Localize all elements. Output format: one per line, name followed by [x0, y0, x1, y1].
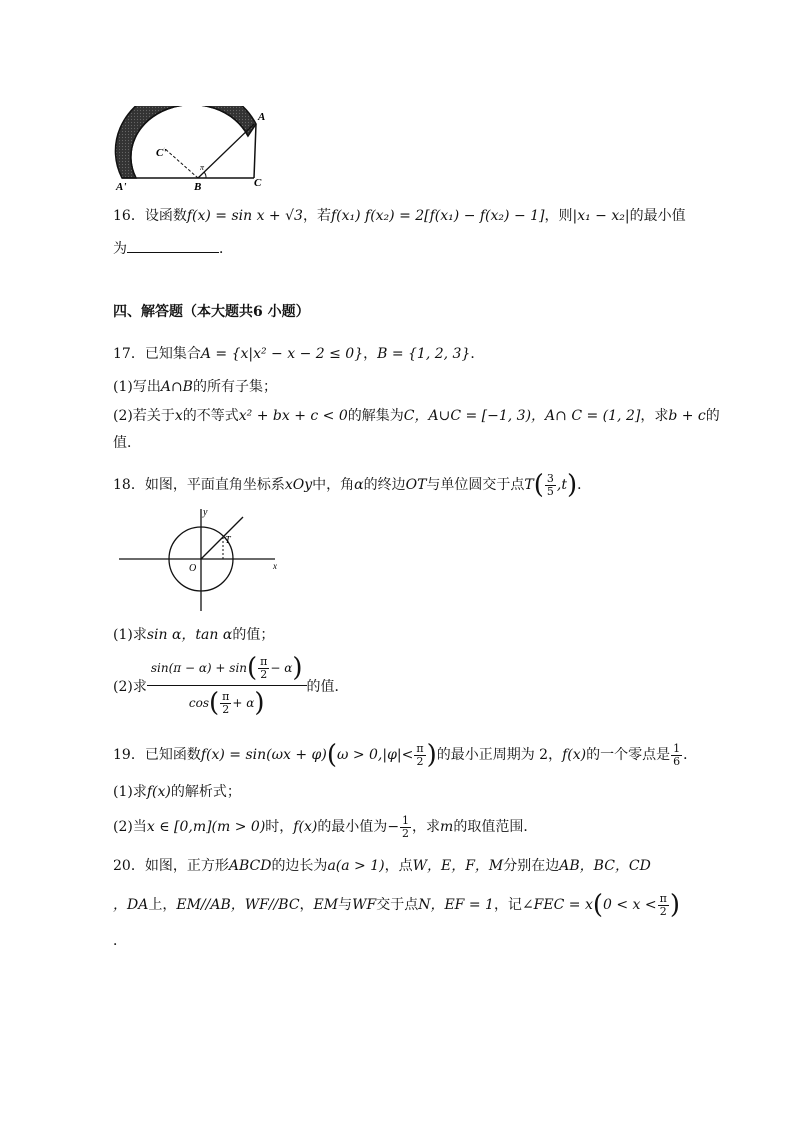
q19-function: f(x) [146, 784, 171, 800]
q18-text: 与单位圆交于点 [426, 477, 525, 493]
q18-var: xOy [284, 477, 313, 493]
axis-y-label: y [203, 507, 208, 518]
q20-angle: ∠FEC = x [521, 897, 593, 913]
q18-numerator: sin(π − α) + sin [150, 661, 248, 675]
q19-number: 19．已知函数 [113, 747, 201, 763]
q18-denominator-tail: + α [232, 696, 255, 710]
q18-part1 [113, 626, 274, 644]
q19-function: f(x) = sin(ωx + φ) [200, 747, 327, 763]
q20-line1 [113, 857, 651, 875]
q18-text: 中，角 [312, 477, 355, 493]
q19-text: − [387, 819, 400, 835]
q17-text: ． [470, 346, 485, 362]
q19-function: f(x) [562, 747, 587, 763]
q18-line1: 18．如图，平面直角坐标系xOy中，角α的终边OT与单位圆交于点T( $\frac{3}{5}$ ,t)． [113, 470, 592, 500]
q20-text: 交于点 [376, 897, 419, 913]
label-angle: π [200, 163, 205, 172]
q16-text: ，则 [544, 208, 573, 224]
q16-text: ，若 [302, 208, 331, 224]
origin-label: O [189, 563, 197, 574]
q19-domain: x ∈ [0,m](m > 0) [146, 819, 266, 835]
q19-part2: (2)当x ∈ [0,m](m > 0)时，f(x)的最小值为− $\frac{1}{2}$ ，求m的取值范围． [113, 813, 538, 840]
q17-union: ，A∪C = [−1, 3) [414, 408, 532, 424]
q18-text: 的值． [306, 678, 349, 695]
q16-line2: 为 ． [113, 238, 233, 258]
q18-var: α [354, 477, 364, 493]
q17-part2 [113, 407, 720, 425]
label-A-prime: A' [116, 181, 127, 192]
q20-var: ，CD [614, 858, 651, 874]
q20-var: EM [313, 897, 339, 913]
q20-text: 的边长为 [271, 858, 328, 874]
q17-expr: b + c [668, 408, 706, 424]
label-C: C [254, 177, 262, 189]
q19-condition: ω > 0,|φ|< [336, 747, 414, 763]
label-A: A [258, 111, 266, 123]
q18-var: T [524, 477, 534, 493]
q20-text: 上， [148, 897, 177, 913]
q17-number: 17．已知集合 [113, 346, 201, 362]
q17-setB: B = {1, 2, 3} [377, 346, 471, 362]
q18-denominator: cos [188, 696, 209, 710]
q17-var: x [174, 408, 183, 424]
q20-var: ，BC [579, 858, 615, 874]
q16-function: f(x) = sin x + √3 [186, 208, 303, 224]
q16-number: 16．设函数 [113, 208, 187, 224]
q20-text: ，记 [493, 897, 522, 913]
q17-ineq: x² + bx + c < 0 [238, 408, 348, 424]
label-B: B [194, 181, 202, 192]
answer-blank[interactable] [127, 238, 219, 253]
section-header: 四、解答题（本大题共6 小题） [113, 304, 310, 320]
q18-big-fraction: sin(π − α) + sin ( $\frac{\pi}{2}$ − α ) cos ( $\frac{\pi}{2}$ + α ) [147, 653, 307, 718]
q19-line1: 19．已知函数f(x) = sin(ωx + φ)(ω > 0,|φ|< $\frac{\pi}{2}$ )的最小正周期为 2，f(x)的一个零点是 $\frac{1}{6}$ ． [113, 740, 698, 770]
q19-text: ，求 [412, 819, 441, 835]
q17-text: 的解集为 [347, 408, 404, 424]
q18-text: (2)求 [113, 678, 147, 695]
q18-part2 [113, 653, 349, 718]
q20-points: W，E，F，M [412, 858, 504, 874]
q17-part2-cont: 值． [113, 435, 141, 451]
q17-text: (2)若关于 [113, 408, 175, 424]
q20-var: a(a > 1) [327, 858, 385, 874]
q19-text: ． [683, 747, 698, 763]
q19-text: 的最小正周期为 2， [436, 747, 563, 763]
q18-number: 18．如图，平面直角坐标系 [113, 477, 285, 493]
q18-text: 的值； [232, 627, 275, 643]
q19-text: 的一个零点是 [586, 747, 671, 763]
q20-line3: ． [113, 933, 127, 949]
ring-figure [112, 106, 272, 192]
q18-fraction: $\frac{3}{5}$ [546, 471, 554, 498]
label-C-prime: C' [156, 147, 167, 159]
q16-text: 为 [113, 241, 127, 257]
q20-range: 0 < x < [603, 897, 657, 913]
q18-numerator-tail: − α [270, 661, 293, 675]
q20-var: AB [559, 858, 580, 874]
q18-text: (1)求 [113, 627, 147, 643]
q17-text: 的所有子集； [192, 379, 277, 395]
q20-number: 20．如图，正方形 [113, 858, 229, 874]
q18-text: ． [577, 477, 592, 493]
q18-var: ,t [556, 477, 567, 493]
q17-setA: A = {x|x² − x − 2 ≤ 0} [200, 346, 364, 362]
q19-function: f(x) [293, 819, 318, 835]
q17-text: ，求 [640, 408, 669, 424]
q20-line2: ，DA上，EM//AB，WF//BC，EM与WF交于点N，EF = 1，记∠FEC = x(0 < x < $\frac{\pi}{2}$ ) [113, 890, 681, 920]
q19-text: 的取值范围． [453, 819, 538, 835]
q17-text: 的不等式 [182, 408, 239, 424]
q18-var: OT [405, 477, 427, 493]
q20-var: ，DA [113, 897, 149, 913]
q20-text: 与 [338, 897, 353, 913]
q17-text: 的 [705, 408, 720, 424]
q17-part1 [113, 378, 277, 396]
q20-text: 分别在边 [503, 858, 560, 874]
q20-var: WF [352, 897, 377, 913]
q19-text: (2)当 [113, 819, 147, 835]
axis-x-label: x [273, 561, 277, 571]
q20-var: N [418, 897, 431, 913]
q16-condition: f(x₁) f(x₂) = 2[f(x₁) − f(x₂) − 1] [330, 208, 545, 224]
q19-text: 时， [265, 819, 294, 835]
q16-abs: |x₁ − x₂| [572, 208, 630, 224]
q19-var: m [440, 819, 454, 835]
q20-text: ， [299, 897, 314, 913]
unit-circle-figure [117, 505, 282, 615]
q19-text: 的最小值为 [317, 819, 388, 835]
q20-expr: ，WF//BC [230, 897, 300, 913]
q17-line1 [113, 345, 484, 363]
q17-var: C [403, 408, 415, 424]
q19-text: 的解析式； [170, 784, 241, 800]
q17-text: (1)写出 [113, 379, 161, 395]
q17-expr: A∩B [160, 379, 193, 395]
q18-text: 的终边 [363, 477, 406, 493]
q19-text: (1)求 [113, 784, 147, 800]
q16-text: 的最小值 [629, 208, 686, 224]
q17-text: ， [363, 346, 378, 362]
q20-expr: ，EF = 1 [430, 897, 494, 913]
q17-intersection: ，A∩ C = (1, 2] [531, 408, 641, 424]
q20-expr: EM//AB [176, 897, 231, 913]
q20-text: ，点 [384, 858, 413, 874]
q20-var: ABCD [228, 858, 272, 874]
q16-line1 [113, 207, 686, 225]
point-T-label: T [225, 535, 231, 546]
q19-part1 [113, 783, 241, 801]
q18-expr: sin α，tan α [146, 627, 233, 643]
